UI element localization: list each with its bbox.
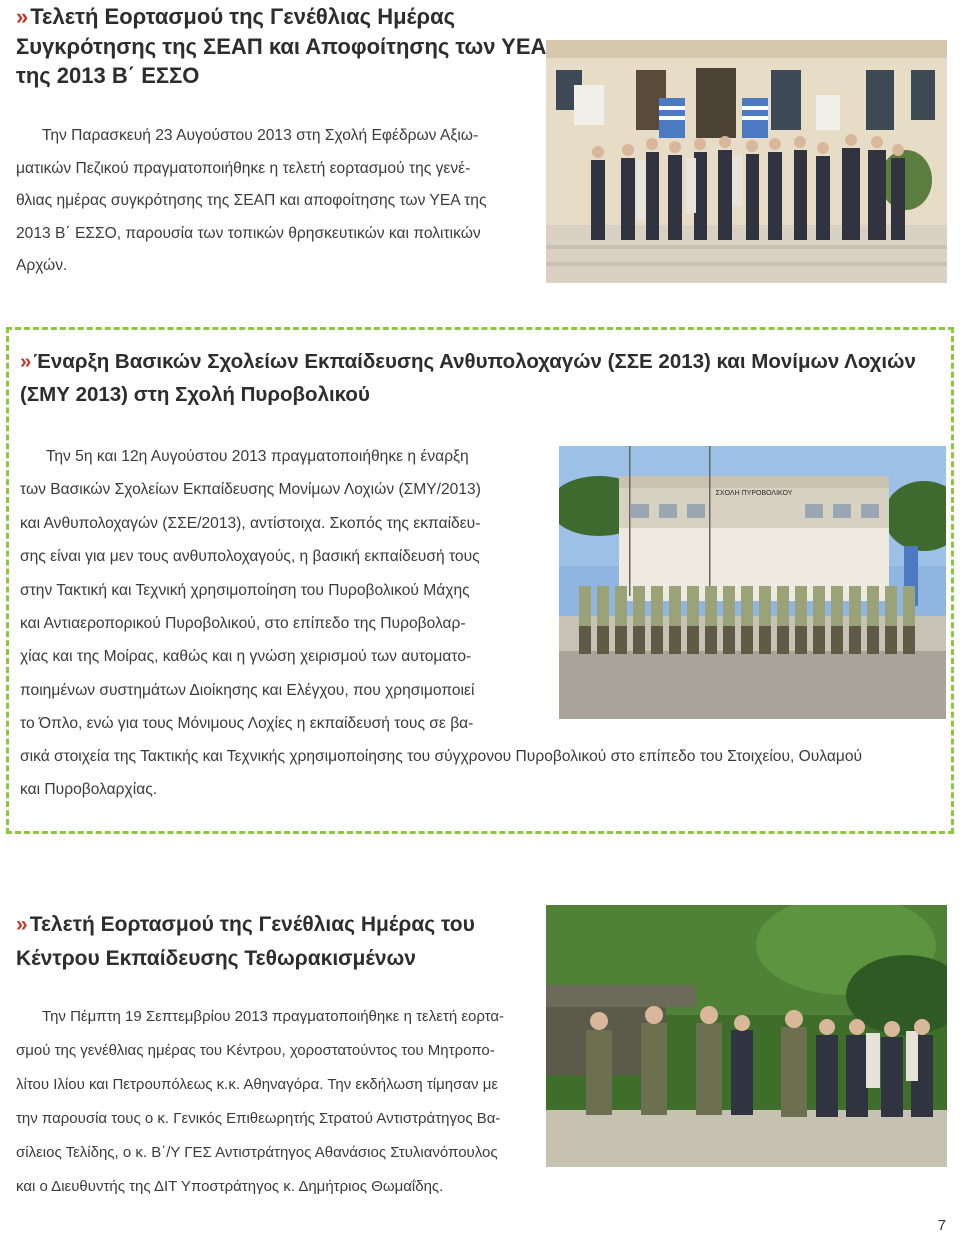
paragraph-line: σικά στοιχεία της Τακτικής και Τεχνικής χρησιμοποίησης του σύγχρονου Πυροβολικού στο επίπεδο του Στοιχείου, Ουλαμού xyxy=(20,748,863,765)
paragraph-line: ποιημένων συστημάτων Διοίκησης και Ελέγχου, που χρησιμοποιεί xyxy=(20,681,475,699)
section-3-title xyxy=(16,908,475,976)
section-3-body xyxy=(16,1000,536,1204)
paragraph-line: και Αντιαεροπορικού Πυροβολικού, στο επίπεδο της Πυροβολαρ- xyxy=(20,615,466,633)
artillery-school-formation-photo xyxy=(559,446,946,719)
section-marker: » xyxy=(16,4,29,29)
section-1-title-line-3: της 2013 Β΄ ΕΣΣΟ xyxy=(16,63,200,89)
section-3-title-line-1: Τελετή Εορτασμού της Γενέθλιας Ημέρας του xyxy=(29,913,475,936)
paragraph-line: Αρχών. xyxy=(16,257,68,275)
section-2-body-wide xyxy=(20,740,948,807)
paragraph-line: στην Τακτική και Τεχνική χρησιμοποίηση του Πυροβολικού Μάχης xyxy=(20,581,470,599)
armor-center-ceremony-photo xyxy=(546,905,947,1167)
paragraph-line: των Βασικών Σχολείων Εκπαίδευσης Μονίμων Λοχιών (ΣΜΥ/2013) xyxy=(20,481,481,499)
paragraph-line: και Πυροβολαρχίας. xyxy=(20,781,158,799)
section-marker: » xyxy=(20,350,32,373)
section-1-title-line-2: Συγκρότησης της ΣΕΑΠ και Αποφοίτησης των ΥΕΑ xyxy=(16,33,547,59)
paragraph-line: Την 5η και 12η Αυγούστου 2013 πραγματοποιήθηκε η έναρξη xyxy=(46,448,469,465)
paragraph-line: 2013 Β΄ ΕΣΣΟ, παρουσία των τοπικών θρησκευτικών και πολιτικών xyxy=(16,224,481,242)
paragraph-line: χίας και της Μοίρας, καθώς και η γνώση χειρισμού των αυτοματο- xyxy=(20,648,472,666)
paragraph-line: θλιας ημέρας συγκρότησης της ΣΕΑΠ και αποφοίτησης των ΥΕΑ της xyxy=(16,192,487,210)
section-2-title-line-2: (ΣΜΥ 2013) στη Σχολή Πυροβολικού xyxy=(20,383,370,406)
paragraph-line: και Ανθυπολοχαγών (ΣΣΕ/2013), αντίστοιχα. Σκοπός της εκπαίδευ- xyxy=(20,514,481,532)
section-1-title xyxy=(16,2,546,91)
page-number: 7 xyxy=(937,1217,946,1234)
paragraph-line: σης είναι για μεν τους ανθυπολοχαγούς, η βασική εκπαίδευσή τους xyxy=(20,548,480,566)
paragraph-line: σμού της γενέθλιας ημέρας του Κέντρου, χοροστατούντος του Μητροπο- xyxy=(16,1042,495,1059)
paragraph-line: την παρουσία τους ο κ. Γενικός Επιθεωρητής Στρατού Αντιστράτηγος Βα- xyxy=(16,1110,501,1127)
paragraph-line: λίτου Ιλίου και Πετρουπόλεως κ.κ. Αθηναγόρα. Την εκδήλωση τίμησαν με xyxy=(16,1076,499,1093)
section-marker: » xyxy=(16,913,28,936)
section-2-title xyxy=(20,345,916,411)
paragraph-line: Την Πέμπτη 19 Σεπτεμβρίου 2013 πραγματοποιήθηκε η τελετή εορτα- xyxy=(42,1008,505,1025)
ceremony-group-photo xyxy=(546,40,947,283)
section-2-title-line-1: Έναρξη Βασικών Σχολείων Εκπαίδευσης Ανθυπολοχαγών (ΣΣΕ 2013) και Μονίμων Λοχιών xyxy=(33,350,916,373)
paragraph-line: το Όπλο, ενώ για τους Μόνιμους Λοχίες η εκπαίδευσή τους σε βα- xyxy=(20,715,474,733)
section-1-title-line-1: Τελετή Εορτασμού της Γενέθλιας Ημέρας xyxy=(30,4,456,29)
section-3-title-line-2: Κέντρου Εκπαίδευσης Τεθωρακισμένων xyxy=(16,947,416,970)
school-sign-text: ΣΧΟΛΗ ΠΥΡΟΒΟΛΙΚΟΥ xyxy=(715,490,793,497)
paragraph-line: Την Παρασκευή 23 Αυγούστου 2013 στη Σχολή Εφέδρων Αξιω- xyxy=(42,127,479,144)
paragraph-line: και ο Διευθυντής της ΔΙΤ Υποστράτηγος κ. Δημήτριος Θωμαΐδης. xyxy=(16,1178,444,1195)
paragraph-line: σίλειος Τελίδης, ο κ. Β΄/Υ ΓΕΣ Αντιστράτηγος Αθανάσιος Στυλιανόπουλος xyxy=(16,1144,498,1161)
section-2-body xyxy=(20,440,560,741)
section-1-body xyxy=(16,120,536,283)
paragraph-line: ματικών Πεζικού πραγματοποιήθηκε η τελετή εορτασμού της γενέ- xyxy=(16,159,471,177)
